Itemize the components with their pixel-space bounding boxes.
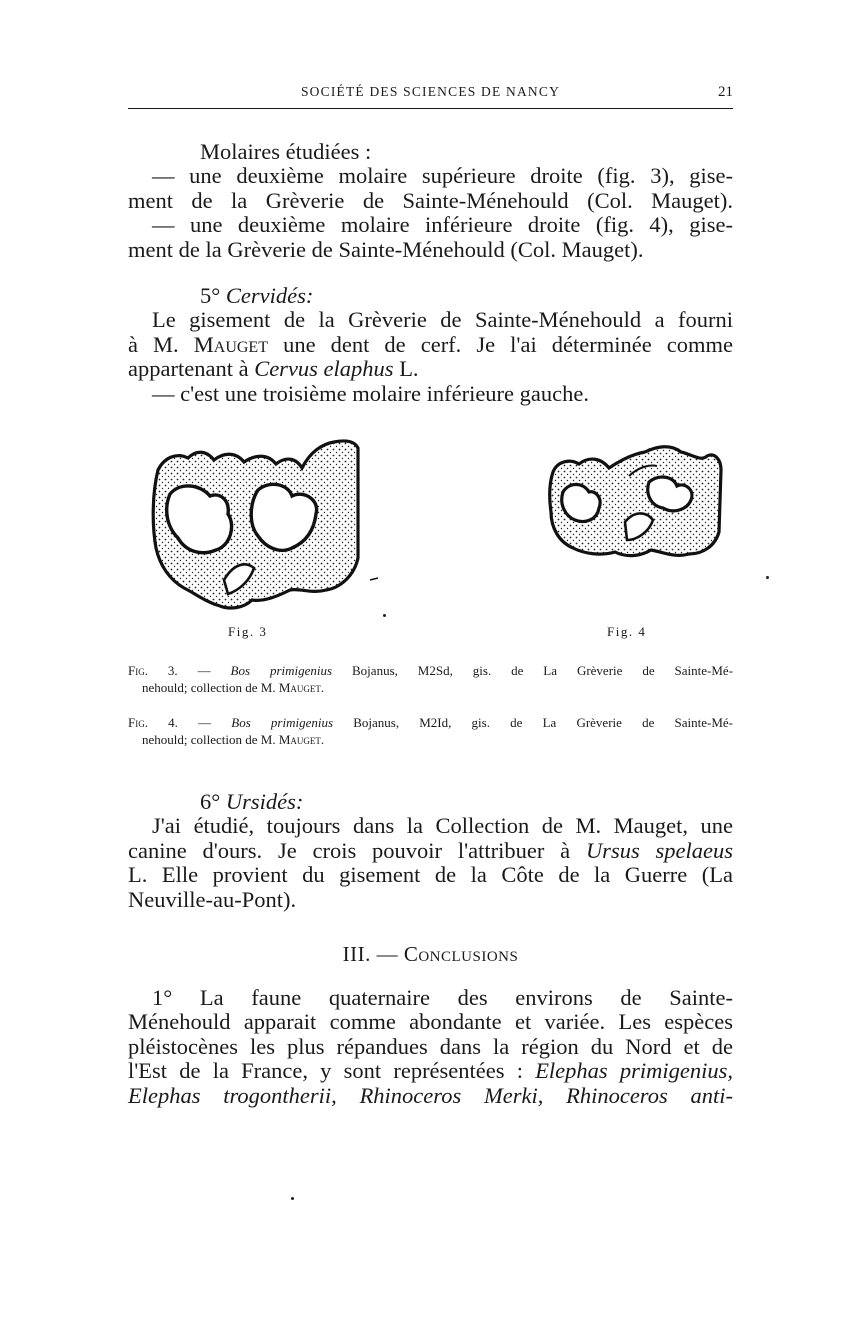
conclusions-title — [128, 942, 733, 967]
ursides-heading-text: Ursidés: — [225, 789, 304, 814]
conclusions-title-num: III. — — [342, 942, 399, 966]
conclusions-paragraph — [128, 986, 733, 1108]
ursides-line-2 — [128, 839, 733, 863]
ursides-line-4: Neuville-au-Pont). — [128, 886, 297, 912]
fig4-caption-text: Bojanus, M2Id, gis. de La Grèverie de Sainte-Mé- — [353, 715, 733, 730]
conclusions-line-5: Elephas trogontherii, Rhinoceros Merki, Rhinoceros anti- — [128, 1082, 733, 1108]
fig3-caption-line2-text: nehould; collection de M. — [142, 680, 276, 695]
fig4-caption-line-2 — [128, 731, 733, 748]
cervides-line-4: — c'est une troisième molaire inférieure gauche. — [152, 380, 589, 406]
ursides-line-2a: canine d'ours. Je crois pouvoir l'attribuer à — [128, 837, 571, 863]
fig3-label: Fig. 3 — [228, 624, 268, 639]
conclusions-line-2: Ménehould apparait comme abondante et variée. Les espèces — [128, 1009, 733, 1035]
cervides-section — [128, 284, 733, 406]
running-title: SOCIÉTÉ DES SCIENCES DE NANCY — [300, 84, 561, 99]
fig4-label: Fig. 4 — [607, 624, 647, 639]
print-speck — [766, 576, 769, 579]
fig4-molar-drawing — [545, 440, 727, 562]
cervides-line-3b: L. — [399, 356, 419, 382]
molaires-line-4: ment de la Grèverie de Sainte-Ménehould (Col. Mauget). — [128, 236, 644, 262]
running-header — [128, 84, 733, 104]
fig3-caption-species: Bos primigenius — [230, 663, 333, 678]
molaires-heading: Molaires étudiées : — [200, 139, 372, 164]
fig4-caption-fig: Fig. 4. — [128, 715, 178, 730]
print-speck — [383, 614, 386, 617]
fig3-molar-drawing — [140, 430, 380, 612]
cervides-line-2 — [128, 333, 733, 357]
cervides-heading — [128, 284, 733, 308]
header-rule — [128, 108, 733, 109]
species-elephas-primigenius: Elephas primigenius, — [535, 1058, 734, 1084]
cervides-line-2b: une dent de cerf. Je l'ai déterminée comme — [283, 331, 734, 357]
fig4-caption-line2-text: nehould; collection de M. — [142, 732, 276, 747]
fig3-caption-text: Bojanus, M2Sd, gis. de La Grèverie de Sainte-Mé- — [352, 663, 734, 678]
ursides-line-3: L. Elle provient du gisement de la Côte de la Guerre (La — [128, 862, 733, 888]
conclusions-line-4 — [128, 1059, 733, 1083]
page-number: 21 — [718, 84, 733, 100]
molaires-paragraph — [128, 140, 733, 262]
cervides-line-2a: à M. — [128, 331, 179, 357]
cervides-line-3 — [128, 357, 733, 381]
ursides-line-1: J'ai étudié, toujours dans la Collection de M. Mauget, une — [152, 813, 733, 839]
fig3-mark — [370, 578, 378, 580]
fig3-caption — [128, 662, 733, 696]
ursides-heading-num: 6° — [200, 789, 221, 814]
cervides-heading-text: Cervidés: — [225, 283, 314, 308]
fig4-caption — [128, 714, 733, 748]
fig4-caption-name: Mauget. — [278, 732, 325, 747]
fig3-caption-dash: — — [197, 663, 211, 678]
fig4-caption-dash: — — [198, 715, 212, 730]
molaires-line-3: — une deuxième molaire inférieure droite (fig. 4), gise- — [152, 212, 733, 238]
species-ursus-spelaeus: Ursus spelaeus — [585, 837, 733, 863]
molaires-line-1: — une deuxième molaire supérieure droite (fig. 3), gise- — [152, 163, 733, 189]
fig3-caption-line-1 — [128, 662, 733, 679]
fig4-caption-species: Bos primigenius — [231, 715, 334, 730]
fig3-caption-fig: Fig. 3. — [128, 663, 178, 678]
conclusions-title-text: Conclusions — [403, 942, 519, 966]
fig3-caption-line-2 — [128, 679, 733, 696]
molaires-line-2: ment de la Grèverie de Sainte-Ménehould (Col. Mauget). — [128, 187, 733, 213]
cervides-line-3a: appartenant à — [128, 356, 249, 382]
print-speck — [291, 1197, 294, 1200]
species-cervus-elaphus: Cervus elaphus — [254, 356, 394, 382]
ursides-heading — [128, 790, 733, 814]
fig3-caption-name: Mauget. — [278, 680, 325, 695]
ursides-section — [128, 790, 733, 912]
fig4-caption-line-1 — [128, 714, 733, 731]
cervides-line-1: Le gisement de la Grèverie de Sainte-Ménehould a fourni — [152, 307, 733, 333]
conclusions-line-1: 1° La faune quaternaire des environs de Sainte- — [152, 985, 733, 1010]
cervides-heading-num: 5° — [200, 283, 221, 308]
conclusions-line-4a: l'Est de la France, y sont représentées : — [128, 1058, 523, 1084]
conclusions-line-3: pléistocènes les plus répandues dans la région du Nord et de — [128, 1033, 733, 1059]
author-name-mauget: Mauget — [193, 331, 268, 357]
